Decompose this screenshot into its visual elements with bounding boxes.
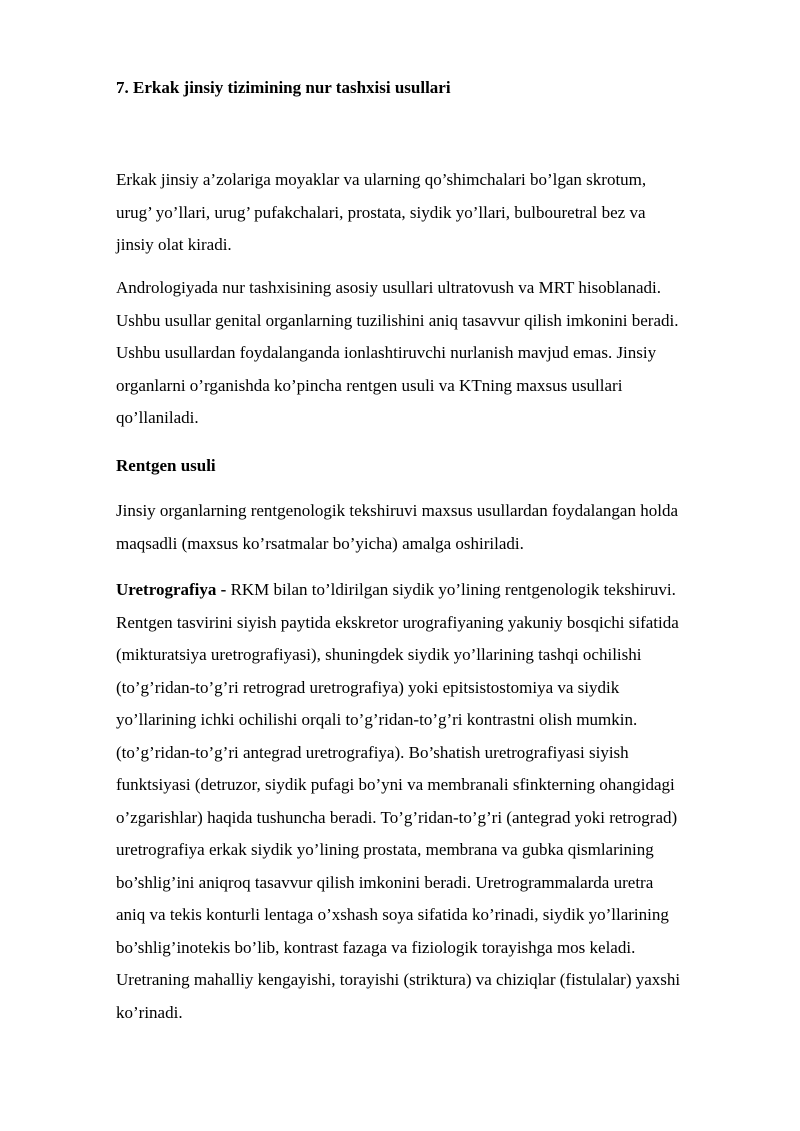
paragraph-line: (to’g’ridan-to’g’ri antegrad uretrografiya). Bo’shatish uretrografiyasi siyish [116,742,629,762]
paragraph-line: ko’rinadi. [116,1002,183,1022]
paragraph-methods [116,272,748,435]
paragraph-intro [116,164,748,262]
paragraph-line: Jinsiy organlarning rentgenologik tekshiruvi maxsus usullardan foydalangan holda [116,501,678,520]
term-label: Uretrografiya - [116,580,227,599]
paragraph-line: Ushbu usullardan foydalanganda ionlashtiruvchi nurlanish mavjud emas. Jinsiy [116,343,657,362]
paragraph-line [116,574,748,607]
page-title: 7. Erkak jinsiy tizimining nur tashxisi usullari [116,78,451,97]
paragraph-xray [116,495,748,560]
paragraph-line: funktsiyasi (detruzor, siydik pufagi bo’yni va membranali sfinkterning ohangidagi [116,775,675,794]
paragraph-line: urug’ yo’llari, urug’ pufakchalari, prostata, siydik yo’llari, bulbouretral bez va [116,202,646,222]
paragraph-line: Erkak jinsiy a’zolariga moyaklar va ularning qo’shimchalari bo’lgan skrotum, [116,170,647,189]
section-heading: Rentgen usuli [116,456,216,475]
paragraph-line: aniq va tekis konturli lentaga o’xshash soya sifatida ko’rinadi, siydik yo’llarining [116,905,669,924]
paragraph-line: Andrologiyada nur tashxisining asosiy usullari ultratovush va MRT hisoblanadi. [116,278,661,297]
paragraph-line: maqsadli (maxsus ko’rsatmalar bo’yicha) amalga oshiriladi. [116,533,524,553]
paragraph-line: organlarni o’rganishda ko’pincha rentgen usuli va KTning maxsus usullari [116,375,623,395]
paragraph-line: bo’shlig’inotekis bo’lib, kontrast fazaga va fiziologik torayishga mos keladi. [116,937,636,957]
paragraph-line: uretrografiya erkak siydik yo’lining prostata, membrana va gubka qismlarining [116,840,654,859]
term-definition: RKM bilan to’ldirilgan siydik yo’lining rentgenologik tekshiruvi. [226,580,676,599]
paragraph-line: yo’llarining ichki ochilishi orqali to’g’ridan-to’g’ri kontrastni olish mumkin. [116,710,638,729]
paragraph-urethrography [116,574,748,1029]
paragraph-line: o’zgarishlar) haqida tushuncha beradi. To’g’ridan-to’g’ri (antegrad yoki retrograd) [116,807,678,827]
paragraph-line: jinsiy olat kiradi. [116,235,232,254]
paragraph-line: qo’llaniladi. [116,408,199,427]
paragraph-line: (to’g’ridan-to’g’ri retrograd uretrografiya) yoki epitsistostomiya va siydik [116,677,620,697]
paragraph-line: (mikturatsiya uretrografiyasi), shuningdek siydik yo’llarining tashqi ochilishi [116,645,642,664]
paragraph-line: Rentgen tasvirini siyish paytida ekskretor urografiyaning yakuniy bosqichi sifatida [116,612,679,632]
paragraph-line: Ushbu usullar genital organlarning tuzilishini aniq tasavvur qilish imkonini beradi. [116,310,679,330]
paragraph-line: bo’shlig’ini aniqroq tasavvur qilish imkonini beradi. Uretrogrammalarda uretra [116,872,654,892]
paragraph-line: Uretraning mahalliy kengayishi, torayishi (striktura) va chiziqlar (fistulalar) yaxshi [116,970,681,989]
